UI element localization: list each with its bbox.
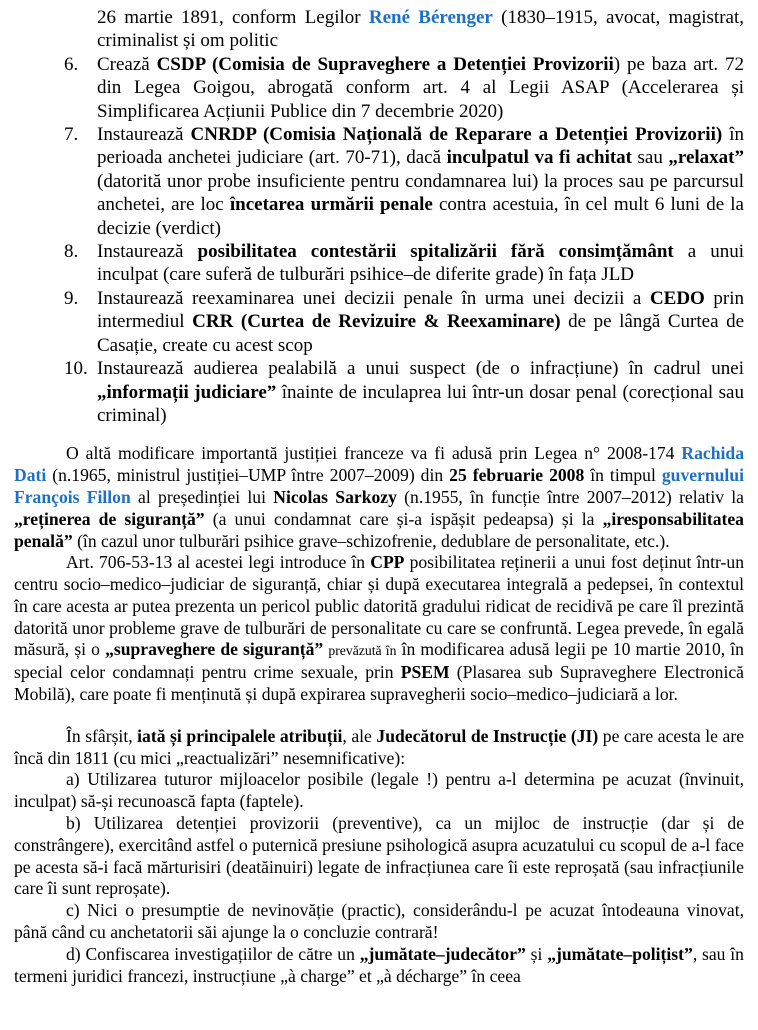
text-run: O altă modificare importantă justiției franceze va fi adusă prin Legea n° 2008-174	[66, 443, 682, 464]
text-run: c) Nici o presumptie de nevinovăție (practic), considerându-l pe acuzat întodeauna vinovat, până când cu anchetatorii săi ajunge la o concluzie contrară!	[14, 900, 744, 943]
text-run: și	[525, 943, 548, 964]
text-run: a unui inculpat (care suferă de tulburări psihice–de diferite grade) în fața JLD	[97, 241, 744, 286]
text-run: Instaurează reexaminarea unei decizii penale în urma unei decizii a	[97, 287, 650, 309]
list-item-text	[97, 124, 744, 239]
text-run: Art. 706-53-13 al acestei legi introduce în	[66, 552, 371, 573]
text-run: Instaurează	[97, 241, 198, 263]
text-run: de pe lângă Curtea de Casație, create cu acest scop	[97, 311, 744, 356]
bold-text-run: inculpatul va fi achitat	[446, 147, 633, 169]
list-item-text	[97, 241, 744, 285]
list-number: 10.	[64, 358, 88, 380]
text-run: în timpul	[584, 465, 662, 486]
list-item-6	[64, 53, 744, 123]
bold-text-run: „relaxat”	[668, 147, 745, 169]
list-item-10	[64, 357, 744, 427]
paragraph-7	[14, 944, 744, 988]
list-number: 9.	[64, 287, 79, 309]
text-run: prin intermediul	[97, 287, 745, 333]
list-item-text	[97, 7, 744, 51]
text-run: contra acestuia, în cel mult 6 luni de la decizie (verdict)	[97, 194, 744, 239]
paragraph-3	[14, 726, 744, 770]
bold-text-run: „iresponsabilitatea penală”	[14, 508, 744, 551]
text-run: a) Utilizarea tuturor mijloacelor posibile (legale !) pentru a-l determina pe acuzat (învinuit, inculpat) să-și recunoască fapta (faptele).	[14, 769, 744, 812]
paragraph-1	[14, 443, 744, 552]
paragraph-2	[14, 552, 744, 706]
bold-text-run: CPP	[370, 552, 405, 573]
bold-text-run: CNRDP (Comisia Națională de Reparare a Detenției Provizorii)	[190, 124, 723, 146]
text-run: (în cazul unor tulburări psihice grave–schizofrenie, dedublare de personalitate, etc.).	[72, 530, 670, 551]
bold-text-run: „informații judiciare”	[97, 381, 277, 403]
list-item-text	[97, 358, 744, 426]
list-item-text	[97, 54, 744, 122]
text-run: ) pe baza art. 72 din Legea Goigou, abrogată conform art. 4 al Legii ASAP (Accelerarea și Simplificarea Acțiunii Publice din 7 decembrie 2020)	[97, 53, 744, 122]
bold-text-run: CRR (Curtea de Revizuire & Reexaminare)	[192, 311, 561, 333]
numbered-list	[64, 6, 745, 427]
list-item-8	[64, 240, 744, 287]
link-rachida-dati[interactable]: Rachida Dati	[14, 443, 744, 486]
text-run: (Plasarea sub Supraveghere Electronică Mobilă), care poate fi menținută și după expirarea supravegherii socio–medico–judiciară a lor.	[14, 662, 744, 705]
list-item-text	[97, 288, 744, 356]
text-run: Instaurează	[97, 124, 191, 146]
text-run: În sfârșit,	[66, 725, 138, 746]
paragraph-6	[14, 900, 744, 944]
text-run: , sau în termeni juridici francezi, instrucțiune „à charge” et „à décharge” în ceea	[14, 943, 744, 986]
bold-text-run: „jumătate–judecător”	[359, 943, 526, 964]
text-run: în modificarea adusă legii pe 10 martie 2010, în special celor condamnați pentru crime sexuale, prin	[14, 639, 744, 683]
text-run: (datorită unor probe insuficiente pentru condamnarea lui) la proces sau pe parcursul anchetei, are loc	[97, 170, 744, 216]
text-run: sau	[632, 147, 669, 169]
bold-text-run: 25 februarie 2008	[449, 465, 585, 486]
bold-text-run: „supraveghere de siguranță”	[105, 639, 324, 660]
list-item-7	[64, 123, 745, 240]
text-run: (a unui condamnat care și-a ispășit pedeapsa) și la	[204, 508, 603, 529]
list-number: 7.	[64, 124, 79, 146]
small-text-run: prevăzută în	[328, 643, 397, 659]
paragraphs	[14, 443, 744, 987]
text-run: (n.1965, ministrul justiției–UMP între 2007–2009) din	[46, 465, 450, 486]
text-run: în perioada anchetei judiciare (art. 70-71), dacă	[97, 124, 744, 169]
text-run: înainte de inculaprea lui într-un dosar penal (corecțional sau criminal)	[97, 381, 744, 426]
text-run: pe care acesta le are încă din 1811 (cu mici „reactualizări” nesemnificative):	[14, 725, 744, 768]
bold-text-run: CSDP (Comisia de Supraveghere a Detenției Provizorii	[156, 53, 614, 75]
bold-text-run: Nicolas Sarkozy	[273, 486, 397, 507]
text-run: Crează	[97, 53, 157, 75]
list-item-continuation	[97, 6, 744, 53]
bold-text-run: iată și principalele atribuții	[137, 725, 343, 746]
text-run: posibilitatea reținerii a unui fost deținut într-un centru socio–medico–judiciar de siguranță, chiar și după executarea integrală a pedepsei, în contextul în care acesta ar putea prezenta un pericol public datorită gradului ridicat de recidivă pe care îl prezintă datorită unor probleme grave de tulburări de personalitate cu care se confruntă. Legea prevede, în egală măsură, și o	[14, 552, 745, 660]
link-rene-berenger[interactable]: René Bérenger	[368, 7, 493, 28]
bold-text-run: „reținerea de siguranță”	[14, 508, 205, 529]
text-run: al președinției lui	[130, 486, 274, 507]
bold-text-run: „jumătate–polițist”	[547, 943, 693, 964]
bold-text-run: CEDO	[649, 287, 705, 309]
paragraph-5	[14, 813, 744, 900]
paragraph-4	[14, 769, 744, 813]
text-run: 26 martie 1891, conform Legilor	[97, 7, 369, 28]
text-run: b) Utilizarea detenției provizorii (preventive), ca un mijloc de instrucție (dar și de constrângere), exercitând astfel o puternică presiune psihologică asupra acuzatului cu scopul de a-l face pe acesta să-i facă mărturisiri (deatăinuiri) legate de infracțiunea care îi este reproșată (sau infracțiunile care îi sunt reproșate).	[14, 813, 744, 899]
text-run: (1830–1915, avocat, magistrat, criminalist și om politic	[97, 7, 744, 52]
bold-text-run: Judecătorul de Instrucție (JI)	[376, 725, 599, 746]
list-number: 6.	[64, 53, 79, 75]
text-run: Instaurează audierea pealabilă a unui suspect (de o infracțiune) în cadrul unei	[97, 358, 744, 380]
bold-text-run: PSEM	[400, 662, 450, 683]
text-run: (n.1955, în funcție între 2007–2012) relativ la	[396, 486, 744, 507]
text-run: d) Confiscarea investigațiilor de către un	[66, 943, 360, 964]
text-run: , ale	[342, 725, 377, 746]
bold-text-run: încetarea urmării penale	[229, 194, 433, 216]
bold-text-run: posibilitatea contestării spitalizării fără consimțământ	[197, 241, 674, 263]
list-item-9	[64, 287, 745, 357]
list-number: 8.	[64, 241, 79, 263]
link-francois-fillon[interactable]: guvernului François Fillon	[14, 465, 744, 507]
